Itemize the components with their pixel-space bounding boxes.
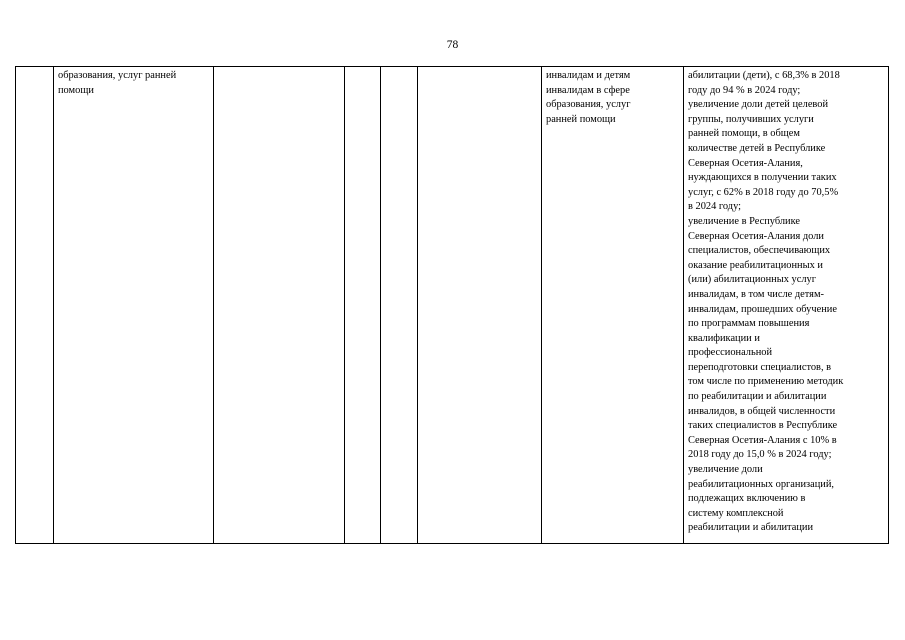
cell-start: [345, 67, 381, 544]
page-number: 78: [446, 39, 459, 51]
cell-index: [16, 67, 54, 544]
result-text: инвалидам и детям инвалидам в сфере образования, услуг ранней помощи: [546, 70, 631, 125]
cell-measure-name: [54, 67, 214, 544]
measure-name-text: образования, услуг ранней помощи: [58, 70, 177, 96]
document-table: [15, 66, 889, 544]
cell-executor: [214, 67, 345, 544]
table-row: [16, 67, 889, 544]
cell-end: [381, 67, 418, 544]
indicators-text: абилитации (дети), с 68,3% в 2018 году до 94 % в 2024 году; увеличение доли детей целевой группы, получивших услуги ранней помощи, в общем количестве детей в Республике Северная Осетия-Алания, нуждающихся в получении таких услуг, с 62% в 2018 году до 70,5% в 2024 году; увеличение в Республике Северная Осетия-Алания доли специалистов, обеспечивающих оказание реабилитационных и (или) абилитационных услуг инвалидам, в том числе детям- инвалидам, прошедших обучение по программам повышения квалификации и профессиональной переподготовки специалистов, в том числе по применению методик по реабилитации и абилитации инвалидов, в общей численности таких специалистов в Республике Северная Осетия-Алания с 10% в 2018 году до 15,0 % в 2024 году; увеличение доли реабилитационных организаций, подлежащих включению в систему комплексной реабилитации и абилитации: [688, 70, 844, 534]
cell-source: [418, 67, 542, 544]
cell-indicators: [684, 67, 889, 544]
cell-result: [542, 67, 684, 544]
